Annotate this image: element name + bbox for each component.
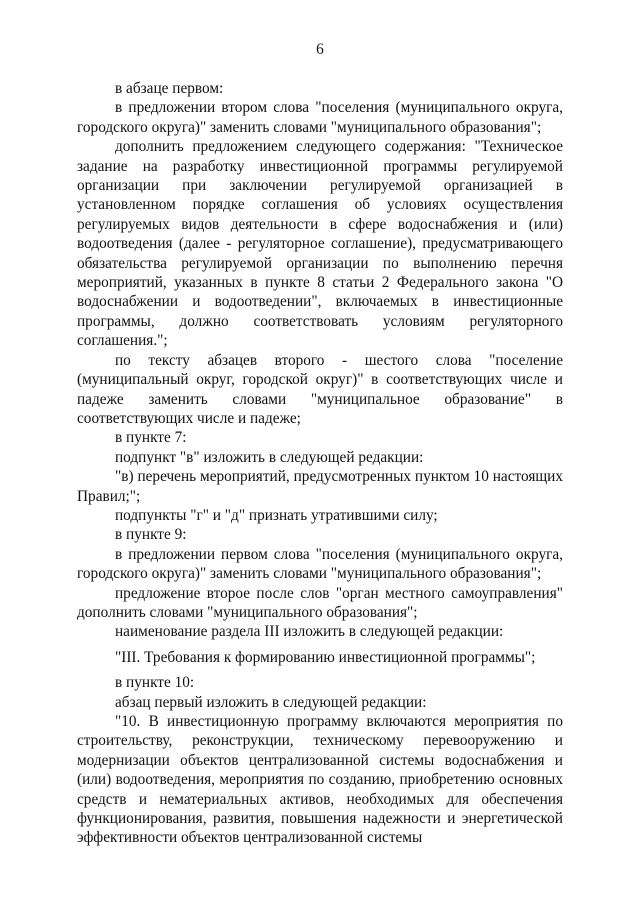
paragraph-2: в предложении втором слова "поселения (муниципального округа, городского округа)" заменить словами "муниципального образования"; — [77, 99, 563, 136]
paragraph-11: предложение второе после слов "орган местного самоуправления" дополнить словами "муниципального образования"; — [77, 584, 563, 621]
paragraph-9: в пункте 9: — [115, 526, 187, 544]
paragraph-3: дополнить предложением следующего содержания: "Техническое задание на разработку инвестиционной программы регулируемой организации при заключении регулируемой организацией в установленном порядке соглашения об условиях осуществления регулируемых видов деятельности в сфере водоснабжения и (или) водоотведения (далее - регуляторное соглашение), предусматривающего обязательства регулируемой организации по выполнению перечня мероприятий, указанных в пункте 8 статьи 2 Федерального закона "О водоснабжении и водоотведении", включаемых в инвестиционные программы, должно соответствовать условиям регуляторного соглашения."; — [77, 138, 563, 350]
paragraph-15: абзац первый изложить в следующей редакции: — [115, 693, 427, 711]
paragraph-1: в абзаце первом: — [115, 80, 224, 97]
page-number: 6 — [316, 41, 324, 58]
paragraph-7: "в) перечень мероприятий, предусмотренных пунктом 10 настоящих Правил;"; — [77, 468, 563, 505]
paragraph-5: в пункте 7: — [115, 429, 187, 447]
paragraph-16: "10. В инвестиционную программу включаются мероприятия по строительству, реконструкции, техническому перевооружению и модернизации объектов централизованной системы водоснабжения и (или) водоотведения, мероприятия по созданию, приобретению основных средств и нематериальных активов, необходимых для обеспечения функционирования, развития, повышения надежности и энергетической эффективности объектов централизованной системы — [77, 713, 563, 847]
paragraph-4: по тексту абзацев второго - шестого слова "поселение (муниципальный округ, городской округ)" в соответствующих числе и падеже заменить словами "муниципальное образование" в соответствующих числе и падеже; — [77, 351, 563, 427]
document-body — [77, 79, 563, 848]
paragraph-12: наименование раздела III изложить в следующей редакции: — [115, 623, 504, 641]
paragraph-13: "III. Требования к формированию инвестиционной программы"; — [115, 648, 536, 666]
paragraph-14: в пункте 10: — [115, 674, 195, 692]
paragraph-10: в предложении первом слова "поселения (муниципального округа, городского округа)" заменить словами "муниципального образования"; — [77, 545, 563, 583]
paragraph-8: подпункты "г" и "д" признать утратившими силу; — [115, 506, 438, 524]
paragraph-6: подпункт "в" изложить в следующей редакции: — [115, 448, 424, 466]
